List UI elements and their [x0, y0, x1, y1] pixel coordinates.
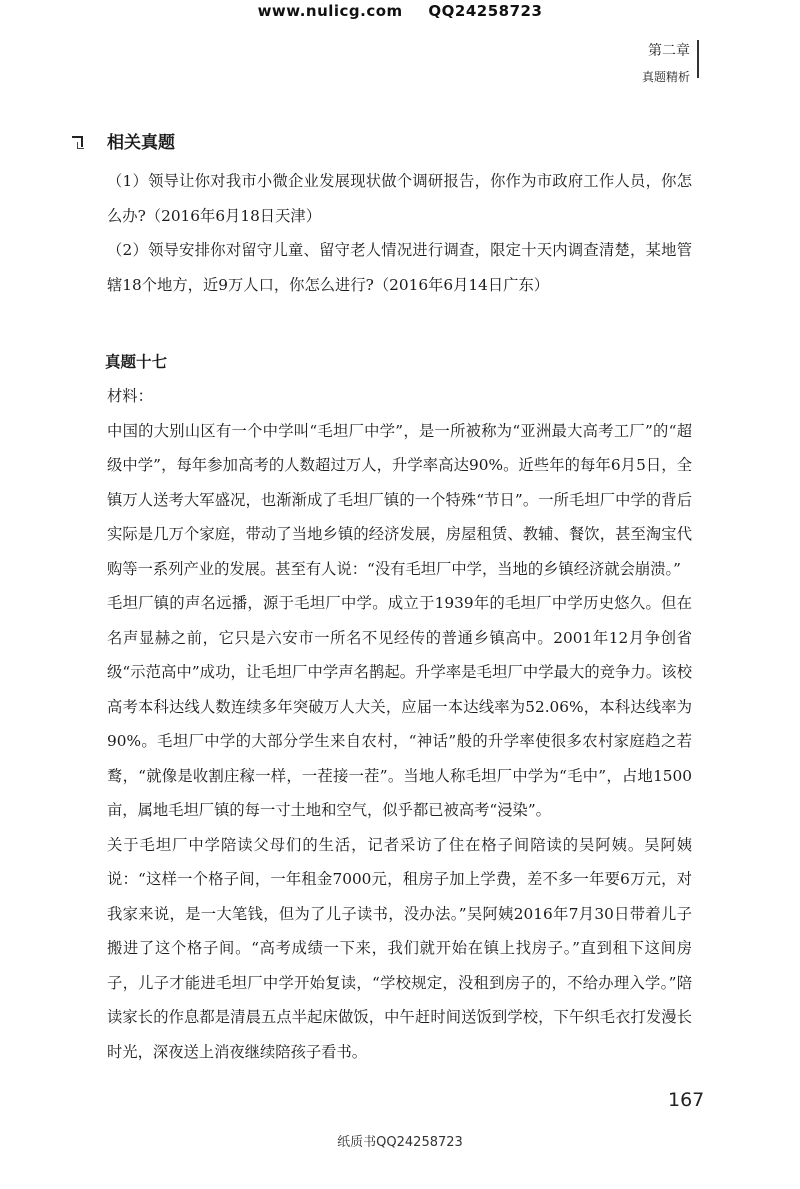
material-paragraph-2: 毛坦厂镇的声名远播，源于毛坦厂中学。成立于1939年的毛坦厂中学历史悠久。但在名声显赫之前，它只是六安市一所名不见经传的普通乡镇高中。2001年12月争创省级“示范高中”成功，让毛坦厂中学声名鹊起。升学率是毛坦厂中学最大的竞争力。该校高考本科达线人数连续多年突破万人大关，应届一本达线率为52.06%，本科达线率为90%。毛坦厂中学的大部分学生来自农村，“神话”般的升学率使很多农村家庭趋之若鹜，“就像是收割庄稼一样，一茬接一茬”。当地人称毛坦厂中学为“毛中”，占地1500亩，属地毛坦厂镇的每一寸土地和空气，似乎都已被高考“浸染”。: [107, 594, 692, 819]
related-heading-text: 相关真题: [107, 133, 175, 153]
material-label: 材料：: [107, 387, 153, 405]
running-head: [642, 38, 690, 90]
bottom-watermark: 纸质书QQ24258723: [337, 1135, 463, 1150]
related-question-2: （2）领导安排你对留守儿童、留守老人情况进行调查，限定十天内调查清楚，某地管辖18个地方，近9万人口，你怎么进行?（2016年6月14日广东）: [107, 241, 692, 294]
page-number: 167: [668, 1089, 705, 1111]
related-questions: [107, 164, 692, 302]
section-label: 真题精析: [641, 70, 690, 84]
question-title: 真题十七: [105, 352, 168, 371]
page-content: [107, 128, 692, 1069]
material-paragraph-1: 中国的大别山区有一个中学叫“毛坦厂中学”，是一所被称为“亚洲最大高考工厂”的“超级中学”，每年参加高考的人数超过万人，升学率高达90%。近些年的每年6月5日，全镇万人送考大军盛况，也渐渐成了毛坦厂镇的一个特殊“节日”。一所毛坦厂中学的背后实际是几万个家庭，带动了当地乡镇的经济发展，房屋租赁、教辅、餐饮，甚至淘宝代购等一系列产业的发展。甚至有人说：“没有毛坦厂中学，当地的乡镇经济就会崩溃。”: [107, 421, 692, 578]
running-head-rule: [697, 40, 699, 78]
top-watermark: [0, 2, 800, 20]
chapter-label: 第二章: [648, 43, 690, 59]
related-section-heading: [107, 128, 692, 158]
watermark-qq: QQ24258723: [428, 2, 543, 20]
watermark-site: www.nulicg.com: [257, 2, 403, 20]
related-question-1: （1）领导让你对我市小微企业发展现状做个调研报告，你作为市政府工作人员，你怎么办?（2016年6月18日天津）: [107, 172, 692, 225]
material-paragraph-3: 关于毛坦厂中学陪读父母们的生活，记者采访了住在格子间陪读的吴阿姨。吴阿姨说：“这样一个格子间，一年租金7000元，租房子加上学费，差不多一年要6万元，对我家来说，是一大笔钱，但为了儿子读书，没办法。”吴阿姨2016年7月30日带着儿子搬进了这个格子间。“高考成绩一下来，我们就开始在镇上找房子。”直到租下这间房子，儿子才能进毛坦厂中学开始复读，“学校规定，没租到房子的，不给办理入学。”陪读家长的作息都是清晨五点半起床做饭，中午赶时间送饭到学校，下午织毛衣打发漫长时光，深夜送上消夜继续陪孩子看书。: [107, 835, 692, 1061]
section-marker-icon: [72, 134, 88, 150]
